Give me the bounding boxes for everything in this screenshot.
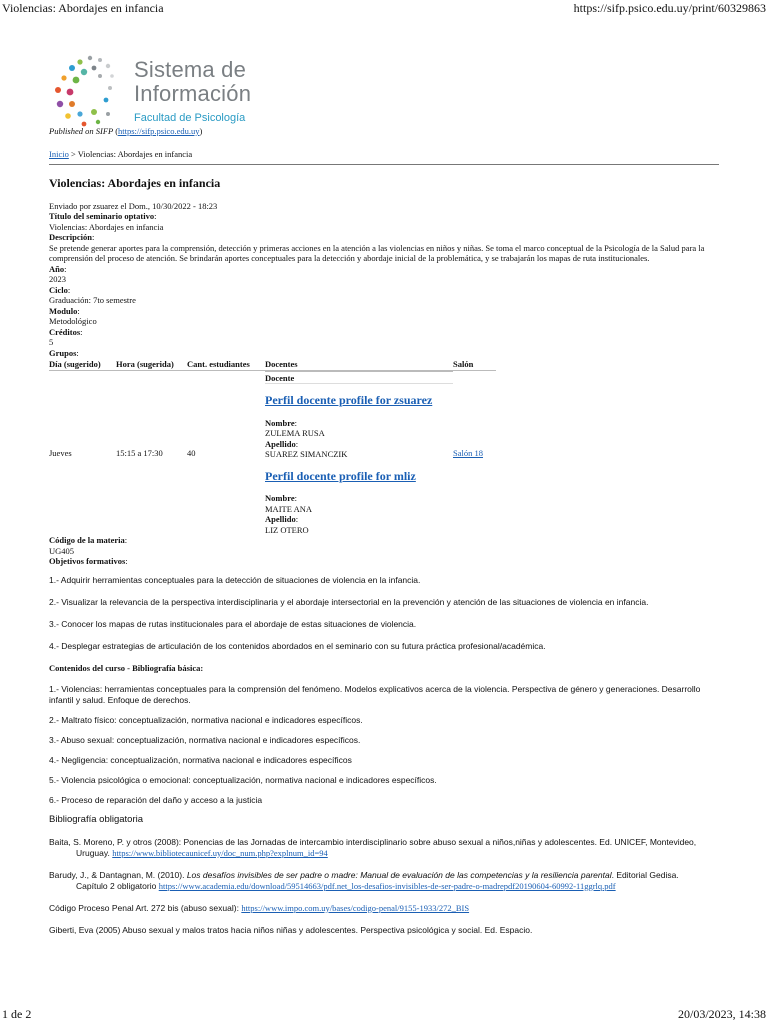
- cell-docentes: Docente Perfil docente profile for zsuarez Nombre: ZULEMA RUSA Apellido: SUAREZ SIMANCZIK Perfil docente profile for mliz Nombre: MAITE ANA Apellido: LIZ OTERO: [265, 370, 453, 535]
- descripcion-value: Se pretende generar aportes para la comprensión, detección y primeras acciones en la atención a las violencias en niños y niñas. Se toma el marco conceptual de la Psicología de la Salud para la comprensión del proceso de atención. Se brindarán aportes conceptuales para la detección y abordaje inicial de la problemática, y se trabajarán los mapas de ruta institucionales.: [49, 242, 705, 263]
- col-dia: Día (sugerido): [49, 359, 101, 369]
- codigo-label: Código de la materia: [49, 535, 125, 545]
- page-title: Violencias: Abordajes en infancia: [49, 176, 221, 190]
- nombre-label: Nombre: [265, 417, 295, 428]
- objetivos-label: Objetivos formativos: [49, 556, 126, 566]
- breadcrumb: [49, 149, 719, 160]
- cell-cant: 40: [187, 447, 196, 458]
- descripcion-label: Descripción: [49, 232, 92, 242]
- list-item: 6.- Proceso de reparación del daño y acceso a la justicia: [49, 795, 263, 805]
- titulo-label: Título del seminario optativo: [49, 211, 155, 221]
- creditos-label: Créditos: [49, 326, 81, 337]
- reference-item: Código Proceso Penal Art. 272 bis (abuso sexual): https://www.impo.com.uy/bases/codigo-penal/9155-1933/272_BIS: [49, 902, 470, 913]
- anio-value: 2023: [49, 274, 66, 284]
- reference-link[interactable]: https://www.bibliotecaunicef.uy/doc_num.php?explnum_id=94: [112, 847, 328, 858]
- logo-line-2: Información: [134, 81, 252, 106]
- titulo-value: Violencias: Abordajes en infancia: [49, 221, 164, 232]
- table-row: [49, 370, 496, 535]
- cell-hora: 15:15 a 17:30: [116, 447, 163, 458]
- anio-label: Año: [49, 263, 65, 274]
- logo-line-3: Facultad de Psicología: [134, 112, 246, 124]
- published-on: Published on SIFP (https://sifp.psico.edu.uy): [49, 126, 203, 136]
- reference-link[interactable]: https://www.academia.edu/download/59514663/pdf.net_los-desafios-invisibles-de-ser-padre-o-madrepdf20190604-60992-11ggrlq.pdf: [158, 880, 616, 891]
- bibliografia-label: Bibliografía obligatoria: [49, 814, 144, 825]
- referencias-list: [49, 837, 719, 936]
- logo-dots-icon: [50, 52, 130, 130]
- cell-dia: Jueves: [49, 447, 72, 458]
- salon-link[interactable]: Salón 18: [453, 447, 483, 458]
- groups-header-row: [49, 359, 496, 370]
- docente-nombre: ZULEMA RUSA: [265, 428, 325, 438]
- col-hora: Hora (sugerida): [116, 359, 174, 369]
- ciclo-value: Graduación: 7to semestre: [49, 295, 136, 305]
- list-item: 3.- Conocer los mapas de rutas institucionales para el abordaje de estas situaciones de violencia.: [49, 618, 417, 629]
- ciclo-label: Ciclo: [49, 284, 68, 295]
- modulo-label: Modulo: [49, 305, 78, 316]
- list-item: 2.- Maltrato físico: conceptualización, normativa nacional e indicadores específicos.: [49, 715, 363, 725]
- print-title: Violencias: Abordajes en infancia: [2, 1, 164, 15]
- reference-item: Barudy, J., & Dantagnan, M. (2010). Los desafíos invisibles de ser padre o madre: Manual de evaluación de las competencias y la resiliencia parental. Editorial Gedisa. Capítulo 2 obligatorio https://www.academia.edu/download/59514663/pdf.net_los-desafios-invisibles-de-ser-padre-o-madrepdf20190604-60992-11ggrlq.pdf: [49, 869, 679, 891]
- logo-text: [134, 58, 251, 124]
- reference-link[interactable]: https://www.impo.com.uy/bases/codigo-penal/9155-1933/272_BIS: [241, 902, 470, 913]
- list-item: 4.- Negligencia: conceptualización, normativa nacional e indicadores específicos: [49, 755, 352, 765]
- breadcrumb-separator: >: [70, 148, 76, 159]
- logo-line-1: Sistema de: [134, 57, 247, 82]
- col-cant: Cant. estudiantes: [187, 359, 250, 369]
- list-item: 1.- Adquirir herramientas conceptuales para la detección de situaciones de violencia en la infancia.: [49, 574, 421, 585]
- published-prefix: Published on: [49, 126, 94, 136]
- print-url: https://sifp.psico.edu.uy/print/60329863: [573, 1, 766, 15]
- published-link[interactable]: https://sifp.psico.edu.uy: [118, 126, 200, 136]
- page-number: 1 de 2: [2, 1007, 32, 1021]
- reference-item: Baita, S. Moreno, P. y otros (2008): Ponencias de las Jornadas de intercambio interdisciplinario sobre abuso sexual a niños,niñas y adolescentes. Ed. UNICEF, Montevideo, Uruguay. https://www.bibliotecaunicef.uy/doc_num.php?explnum_id=94: [49, 836, 697, 858]
- reference-item: Giberti, Eva (2005) Abuso sexual y malos tratos hacia niños niñas y adolescentes. Perspectiva psicológica y social. Ed. Espacio.: [49, 924, 533, 935]
- grupos-label: Grupos: [49, 347, 77, 358]
- list-item: 4.- Desplegar estrategias de articulación de los contenidos abordados en el seminario con su futura práctica profesional/académica.: [49, 640, 546, 651]
- site-logo: [50, 52, 260, 130]
- codigo-value: UG405: [49, 545, 75, 556]
- list-item: 3.- Abuso sexual: conceptualización, normativa nacional e indicadores específicos.: [49, 735, 361, 745]
- print-header: [0, 0, 768, 16]
- print-datetime: 20/03/2023, 14:38: [677, 1007, 766, 1021]
- submitted-info: Enviado por zsuarez el Dom., 10/30/2022 - 18:23: [49, 200, 218, 211]
- groups-table: [49, 359, 496, 535]
- creditos-value: 5: [49, 337, 54, 347]
- docente-nombre: MAITE ANA: [265, 503, 312, 514]
- list-item: 1.- Violencias: herramientas conceptuales para la comprensión del fenómeno. Modelos explicativos acerca de la violencia. Perspectiva de género y generaciones. Desarrollo infantil y salud. Enfoque de derechos.: [49, 684, 701, 705]
- docente-apellido: LIZ OTERO: [265, 524, 309, 535]
- docente-apellido: SUAREZ SIMANCZIK: [265, 449, 348, 459]
- list-item: 5.- Violencia psicológica o emocional: conceptualización, normativa nacional e indicadores específicos.: [49, 775, 437, 785]
- col-salon: Salón: [453, 359, 474, 369]
- breadcrumb-current: Violencias: Abordajes en infancia: [77, 148, 193, 159]
- nombre-label: Nombre: [265, 493, 295, 503]
- col-docentes: Docentes: [265, 359, 298, 369]
- contenidos-list: [49, 684, 719, 806]
- breadcrumb-home[interactable]: Inicio: [49, 148, 69, 159]
- objetivos-list: [49, 575, 719, 652]
- contenidos-label: Contenidos del curso - Bibliografía básica:: [49, 662, 204, 673]
- published-site: SIFP: [95, 126, 114, 136]
- perfil-mliz-link[interactable]: Perfil docente profile for mliz: [265, 468, 416, 483]
- page-content: Published on SIFP (https://sifp.psico.edu.uy) Inicio > Violencias: Abordajes en infancia Violencias: Abordajes en infancia Enviado por zsuarez el Dom., 10/30/2022 - 18:23 Título del seminario optativo: Violencias: Abordajes en infancia Descripción: Se pretende generar aportes para la comprensión, detección y primeras acciones en la atención a las violencias en niños y niñas. Se toma el marco conceptual de la Psicología de la Salud para la comprensión del proceso de atención. Se brindarán aportes conceptuales para la detección y abordaje inicial de la problemática, y se trabajarán los mapas de ruta institucionales. Año: 2023 Ciclo: Graduación: 7to semestre Modulo: Metodológico Créditos: 5 Grupos: Día (sugerido) Hora (sugerida) Cant. estudiantes Docentes Salón Jueves 15:15 a 17:30 40 Docente Perfil docente profile for zsuarez Nombre: ZULEMA RUSA Apellido: SUAREZ SIMANCZIK Perfil docente profile for mliz Nombre: MAITE ANA Apellido: LIZ OTERO Salón 18 Código de la materia: UG405 Objetivos formativos: 1.- Adquirir herramientas conceptuales para la detección de situaciones de violencia en la infancia. 2.- Visualizar la relevancia de la perspectiva interdisciplinaria y el abordaje intersectorial en la prevención y atención de las situaciones de violencia en infancia. 3.- Conocer los mapas de rutas institucionales para el abordaje de estas situaciones de violencia. 4.- Desplegar estrategias de articulación de los contenidos abordados en el seminario con su futura práctica profesional/académica. Contenidos del curso - Bibliografía básica: 1.- Violencias: herramientas conceptuales para la comprensión del fenómeno. Modelos explicativos acerca de la violencia. Perspectiva de género y generaciones. Desarrollo infantil y salud. Enfoque de derechos. 2.- Maltrato físico: conceptualización, normativa nacional e indicadores específicos. 3.- Abuso sexual: conceptualización, normativa nacional e indicadores específicos. 4.- Negligencia: conceptualización, normativa nacional e indicadores específicos 5.- Violencia psicológica o emocional: conceptualización, normativa nacional e indicadores específicos. 6.- Proceso de reparación del daño y acceso a la justicia Bibliografía obligatoria Baita, S. Moreno, P. y otros (2008): Ponencias de las Jornadas de intercambio interdisciplinario sobre abuso sexual a niños,niñas y adolescentes. Ed. UNICEF, Montevideo, Uruguay. https://www.bibliotecaunicef.uy/doc_num.php?explnum_id=94 Barudy, J., & Dantagnan, M. (2010). Los desafíos invisibles de ser padre o madre: Manual de evaluación de las competencias y la resiliencia parental. Editorial Gedisa. Capítulo 2 obligatorio https://www.academia.edu/download/59514663/pdf.net_los-desafios-invisibles-de-ser-padre-o-madrepdf20190604-60992-11ggrlq.pdf Código Proceso Penal Art. 272 bis (abuso sexual): https://www.impo.com.uy/bases/codigo-penal/9155-1933/272_BIS Giberti, Eva (2005) Abuso sexual y malos tratos hacia niños niñas y adolescentes. Perspectiva psicológica y social. Ed. Espacio.: [49, 126, 719, 936]
- apellido-label: Apellido: [265, 438, 296, 449]
- print-footer: [0, 1006, 768, 1024]
- docente-subheader: Docente: [265, 372, 453, 385]
- modulo-value: Metodológico: [49, 316, 97, 326]
- perfil-zsuarez-link[interactable]: Perfil docente profile for zsuarez: [265, 393, 433, 407]
- apellido-label: Apellido: [265, 514, 296, 524]
- header-divider: [49, 164, 719, 165]
- list-item: 2.- Visualizar la relevancia de la perspectiva interdisciplinaria y el abordaje intersectorial en la prevención y atención de las situaciones de violencia en infancia.: [49, 596, 649, 607]
